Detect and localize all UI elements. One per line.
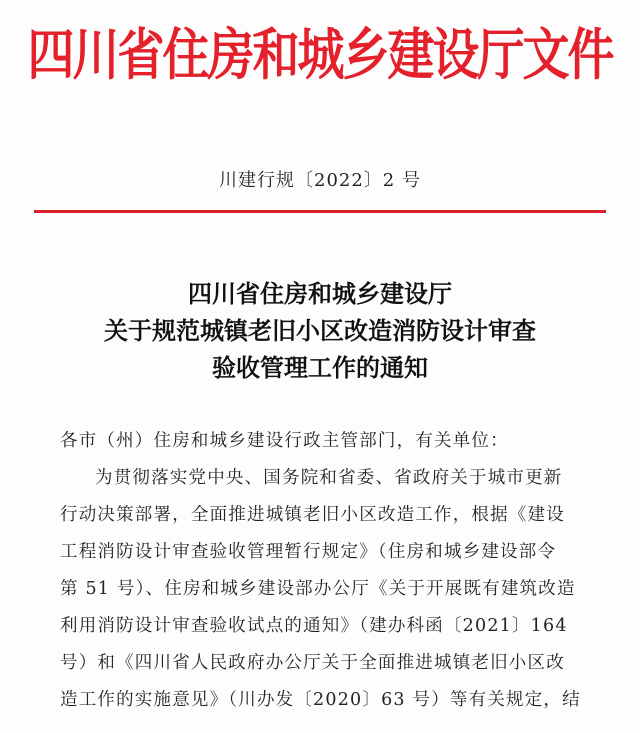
- salutation: 各市（州）住房和城乡建设行政主管部门，有关单位：: [60, 431, 509, 451]
- title-line-2: 关于规范城镇老旧小区改造消防设计审查: [104, 317, 536, 345]
- document-number: 川建行规〔2022〕2 号: [219, 170, 421, 191]
- body-line: 第 51 号）、住房和城乡建设部办公厅《关于开展既有建筑改造: [60, 579, 576, 599]
- body-line: 造工作的实施意见》（川办发〔2020〕63 号）等有关规定，结: [60, 690, 581, 710]
- document-title: [0, 276, 640, 387]
- body-line: 号）和《四川省人民政府办公厅关于全面推进城镇老旧小区改: [60, 653, 565, 673]
- body-line: 行动决策部署，全面推进城镇老旧小区改造工作，根据《建设: [60, 505, 565, 525]
- title-line-3: 验收管理工作的通知: [212, 354, 428, 382]
- body-line: 为贯彻落实党中央、国务院和省委、省政府关于城市更新: [95, 468, 563, 488]
- body-line: 利用消防设计审查验收试点的通知》（建办科函〔2021〕164: [60, 616, 568, 636]
- header-divider: [34, 210, 606, 213]
- body-line: 工程消防设计审查验收管理暂行规定》（住房和城乡建设部令: [60, 542, 557, 562]
- document-header: 四川省住房和城乡建设厅文件: [27, 23, 613, 89]
- document-body: [60, 423, 592, 719]
- title-line-1: 四川省住房和城乡建设厅: [188, 280, 452, 308]
